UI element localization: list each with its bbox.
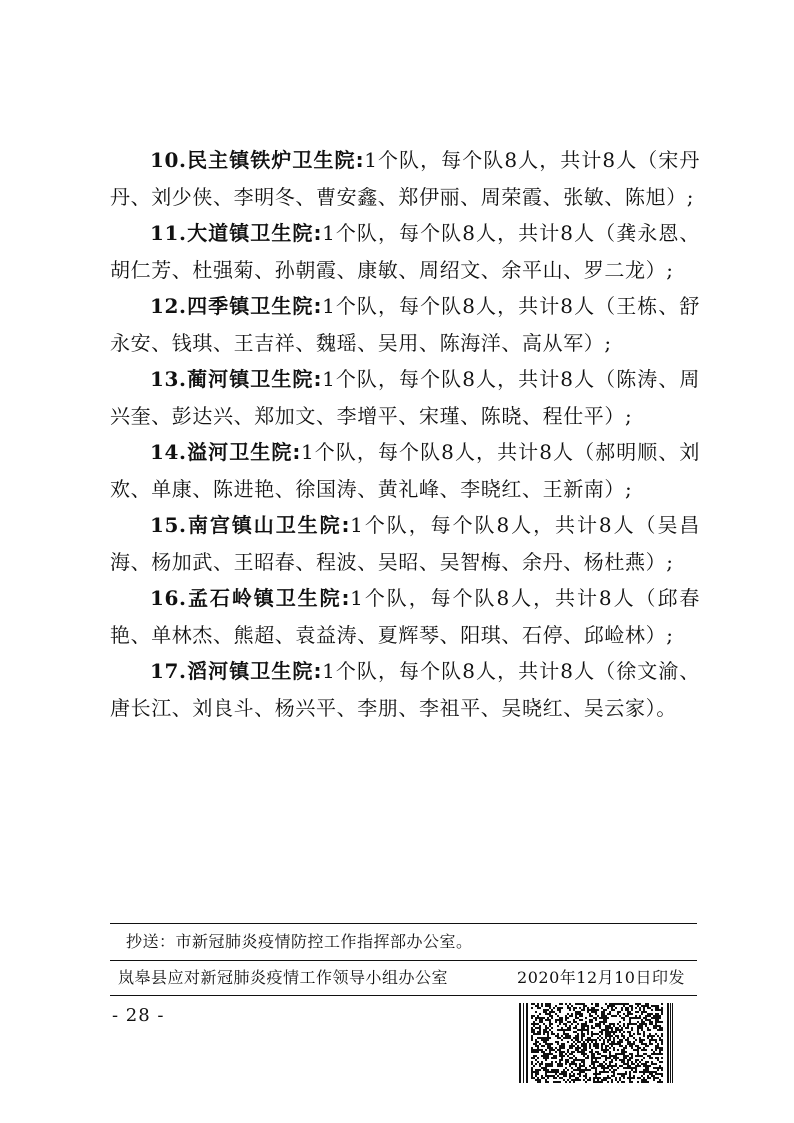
item-hospital-name: 滔河镇卫生院: [186,659,323,683]
item-details: 1个队，每个队8人，共计8人（王栋、舒永安、钱琪、王吉祥、魏瑶、吴用、陈海洋、高从军）; [110,294,700,355]
item-number: 13. [150,367,187,391]
list-item [110,288,700,361]
document-footer [110,923,697,996]
cc-line: 抄送：市新冠肺炎疫情防控工作指挥部办公室。 [126,932,473,951]
item-number: 15. [150,513,187,537]
item-details: 1个队，每个队8人，共计8人（徐文渝、唐长江、刘良斗、杨兴平、李朋、李祖平、吴晓红、吴云家）。 [110,659,700,720]
item-details: 1个队，每个队8人，共计8人（吴昌海、杨加武、王昭春、程波、吴昭、吴智梅、余丹、杨杜燕）; [110,513,700,574]
item-details: 1个队，每个队8人，共计8人（宋丹丹、刘少侠、李明冬、曹安鑫、郑伊丽、周荣霞、张敏、陈旭）; [110,148,700,209]
item-number: 10. [150,148,187,172]
document-body [110,142,700,726]
issue-date: 2020年12月10日印发 [517,968,685,987]
page-number: - 28 - [112,1005,165,1026]
footer-bottom-rule [110,995,697,996]
item-number: 12. [150,294,187,318]
item-hospital-name: 蔺河镇卫生院: [186,367,323,391]
list-item [110,653,700,726]
item-details: 1个队，每个队8人，共计8人（陈涛、周兴奎、彭达兴、郑加文、李增平、宋瑾、陈晓、程仕平）; [110,367,700,428]
item-hospital-name: 南宫镇山卫生院: [186,513,351,537]
item-hospital-name: 溢河卫生院: [186,440,301,464]
list-item [110,215,700,288]
item-details: 1个队，每个队8人，共计8人（龚永恩、胡仁芳、杜强菊、孙朝霞、康敏、周绍文、余平山、罗二龙）; [110,221,700,282]
item-hospital-name: 大道镇卫生院: [186,221,323,245]
list-item [110,434,700,507]
item-number: 14. [150,440,187,464]
item-hospital-name: 孟石岭镇卫生院: [186,586,351,610]
list-item [110,142,700,215]
item-hospital-name: 民主镇铁炉卫生院: [186,148,365,172]
list-item [110,507,700,580]
item-number: 16. [150,586,187,610]
item-details: 1个队，每个队8人，共计8人（郝明顺、刘欢、单康、陈进艳、徐国涛、黄礼峰、李晓红、王新南）; [110,440,700,501]
item-details: 1个队，每个队8人，共计8人（邱春艳、单林杰、熊超、袁益涛、夏辉琴、阳琪、石停、邱崄林）; [110,586,700,647]
item-number: 11. [150,221,187,245]
item-number: 17. [150,659,187,683]
list-item [110,580,700,653]
issuer-name: 岚皋县应对新冠肺炎疫情工作领导小组办公室 [118,968,449,987]
item-hospital-name: 四季镇卫生院: [186,294,323,318]
issue-line [110,961,697,995]
list-item [110,361,700,434]
barcode-image [519,1003,673,1083]
